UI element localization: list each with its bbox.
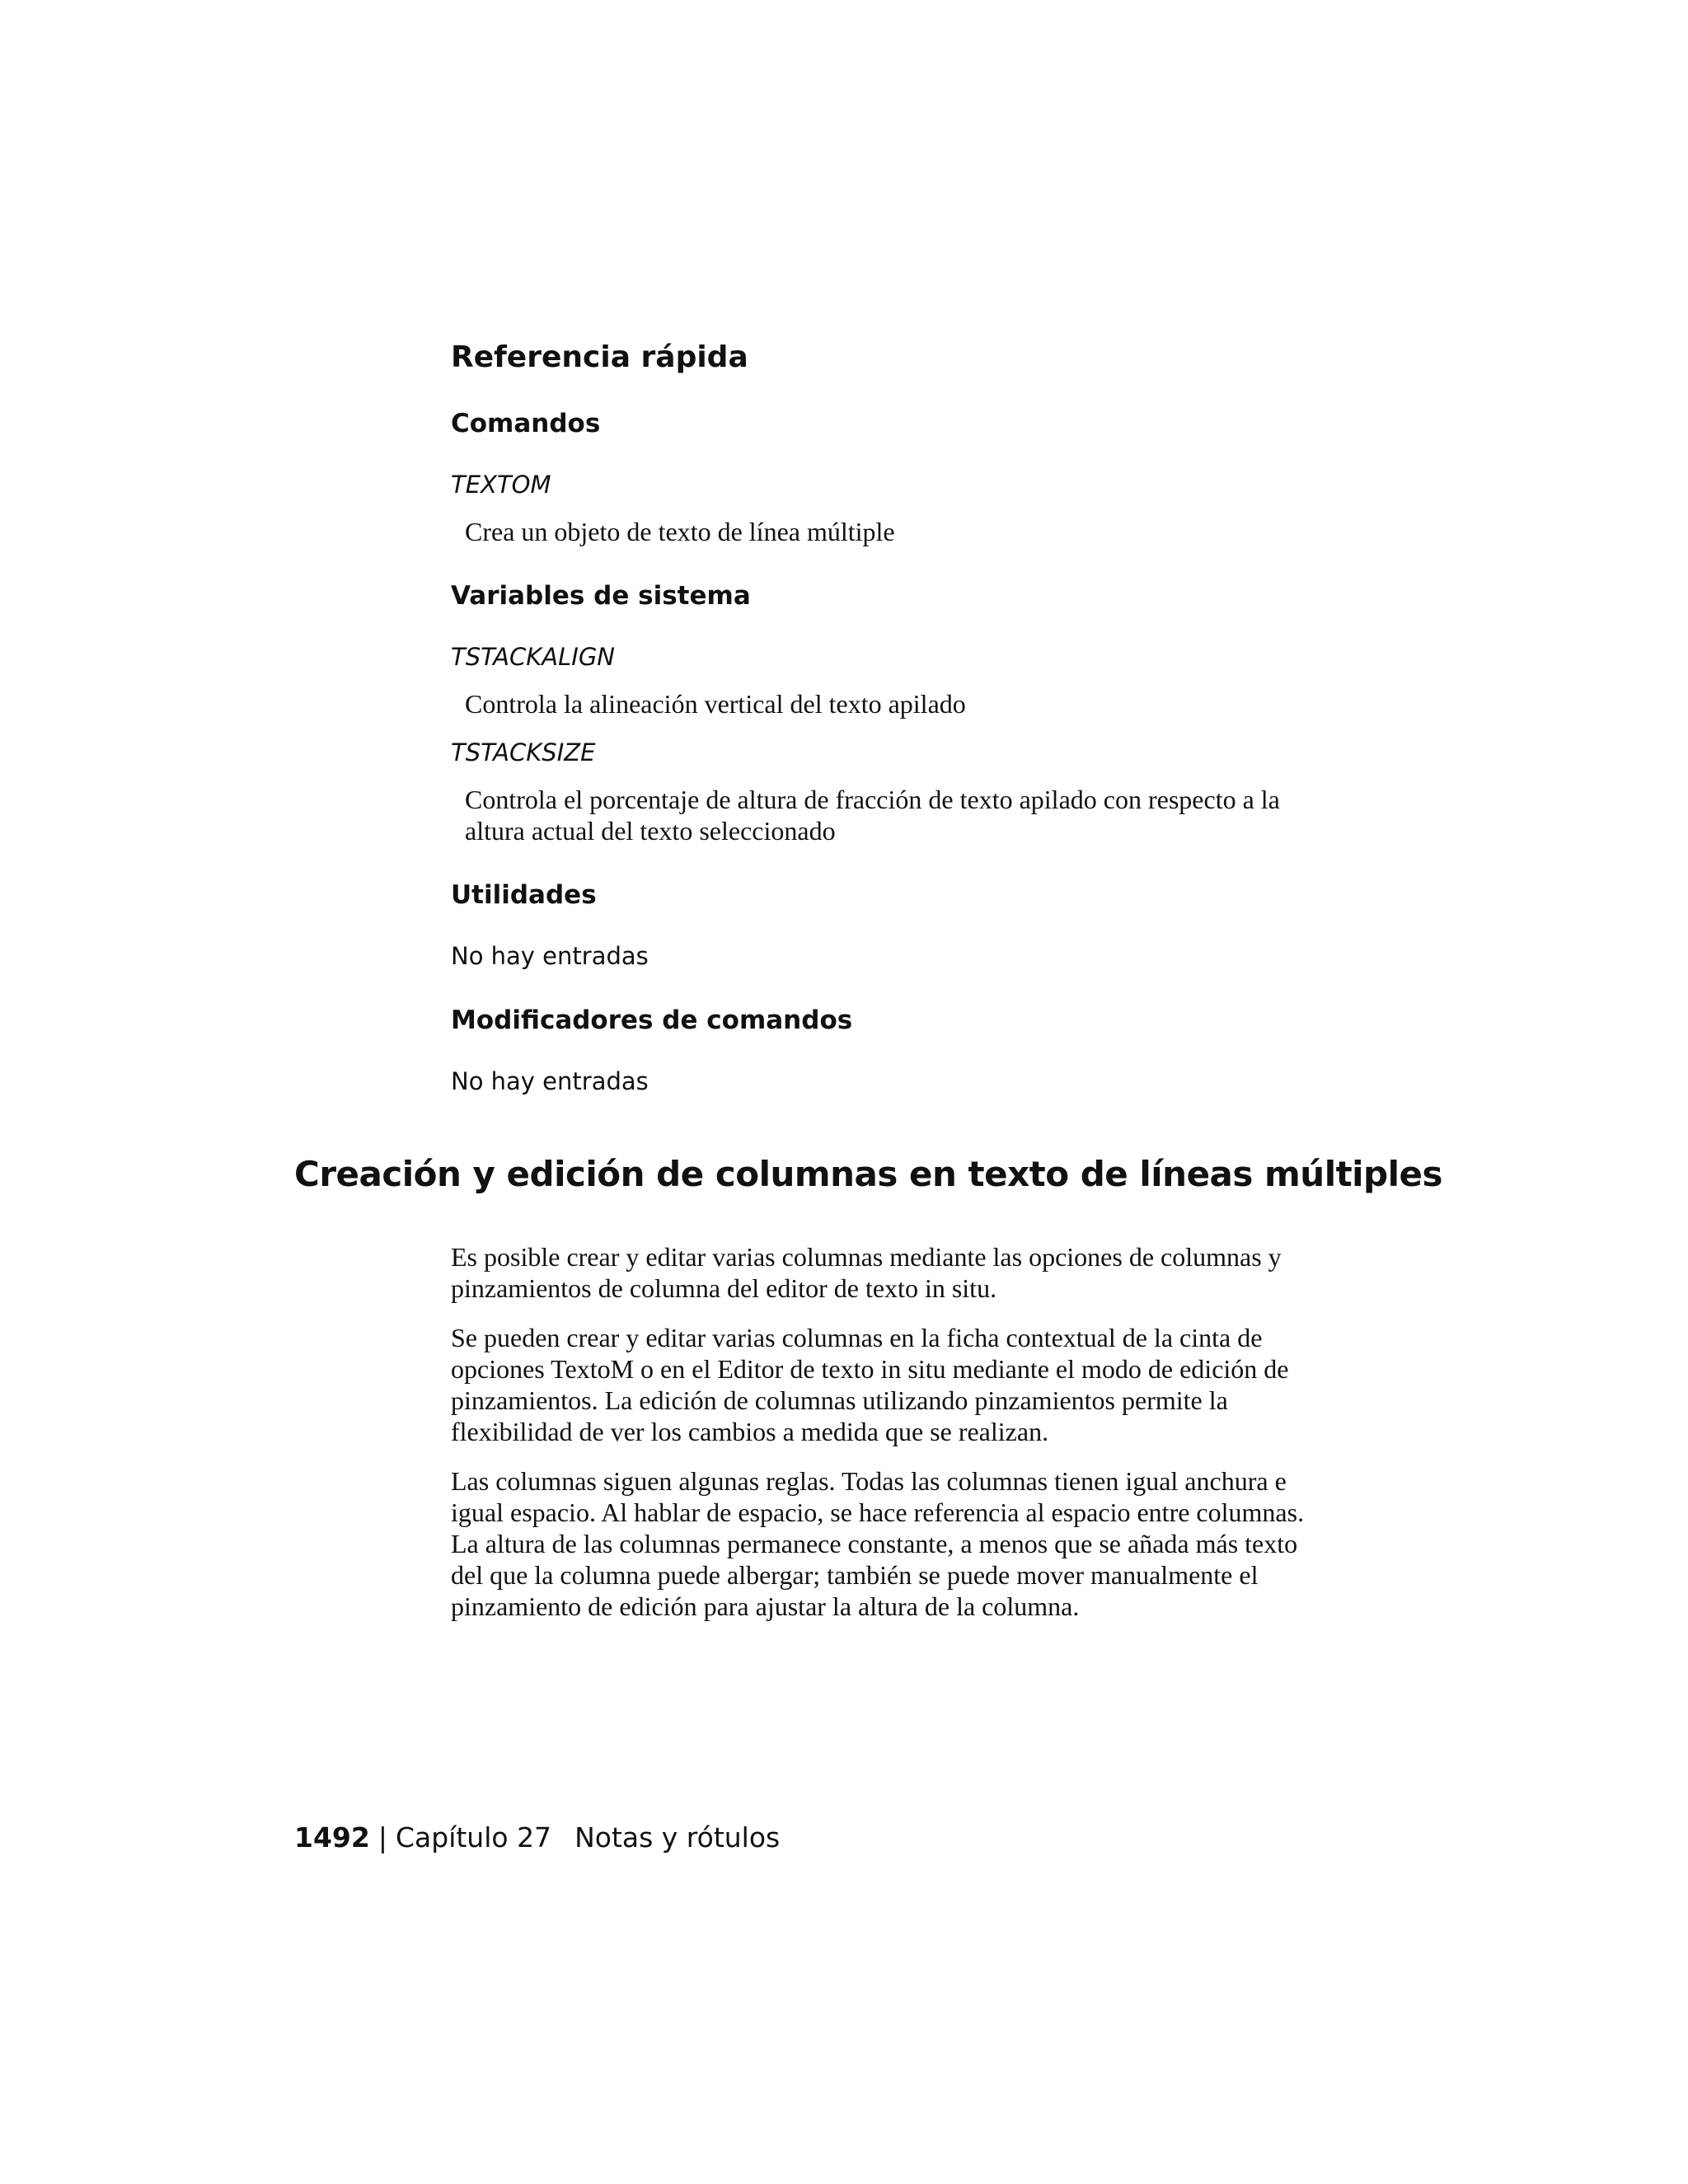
page-footer (294, 1820, 780, 1856)
section-title: Creación y edición de columnas en texto de líneas múltiples (294, 1154, 1443, 1194)
body-paragraph: Es posible crear y editar varias columnas mediante las opciones de columnas y pinzamientos de columna del editor de texto in situ. (451, 1242, 1282, 1303)
chapter-label: Capítulo 27 (395, 1821, 552, 1854)
sysvar-description-tstackalign: Controla la alineación vertical del texto apilado (465, 689, 966, 719)
page-number: 1492 (294, 1821, 370, 1854)
footer-separator: | (377, 1821, 387, 1854)
sysvar-description-tstacksize: Controla el porcentaje de altura de fracción de texto apilado con respecto a la altura actual del texto seleccionado (465, 785, 1280, 846)
body-paragraph: Se pueden crear y editar varias columnas en la ficha contextual de la cinta de opciones TextoM o en el Editor de texto in situ mediante el modo de edición de pinzamientos. La edición de columnas utilizando pinzamientos permite la flexibilidad de ver los cambios a medida que se realizan. (451, 1323, 1289, 1446)
command-modifiers-heading: Modificadores de comandos (451, 1005, 853, 1035)
command-description: Crea un objeto de texto de línea múltiple (465, 517, 895, 546)
sysvar-term-tstacksize: TSTACKSIZE (451, 738, 596, 766)
command-term: TEXTOM (451, 471, 551, 499)
system-variables-heading: Variables de sistema (451, 581, 751, 611)
utilities-text: No hay entradas (451, 942, 649, 970)
sysvar-term-tstackalign: TSTACKALIGN (451, 643, 615, 671)
command-modifiers-text: No hay entradas (451, 1067, 649, 1095)
chapter-title: Notas y rótulos (574, 1821, 781, 1854)
quick-reference-title: Referencia rápida (451, 340, 748, 374)
body-paragraph: Las columnas siguen algunas reglas. Todas las columnas tienen igual anchura e igual espacio. Al hablar de espacio, se hace referencia al espacio entre columnas. La altura de las columnas permanece constante, a menos que se añada más texto del que la columna puede albergar; también se puede mover manualmente el pinzamiento de edición para ajustar la altura de la columna. (451, 1466, 1305, 1621)
utilities-heading: Utilidades (451, 880, 597, 910)
commands-heading: Comandos (451, 409, 601, 438)
